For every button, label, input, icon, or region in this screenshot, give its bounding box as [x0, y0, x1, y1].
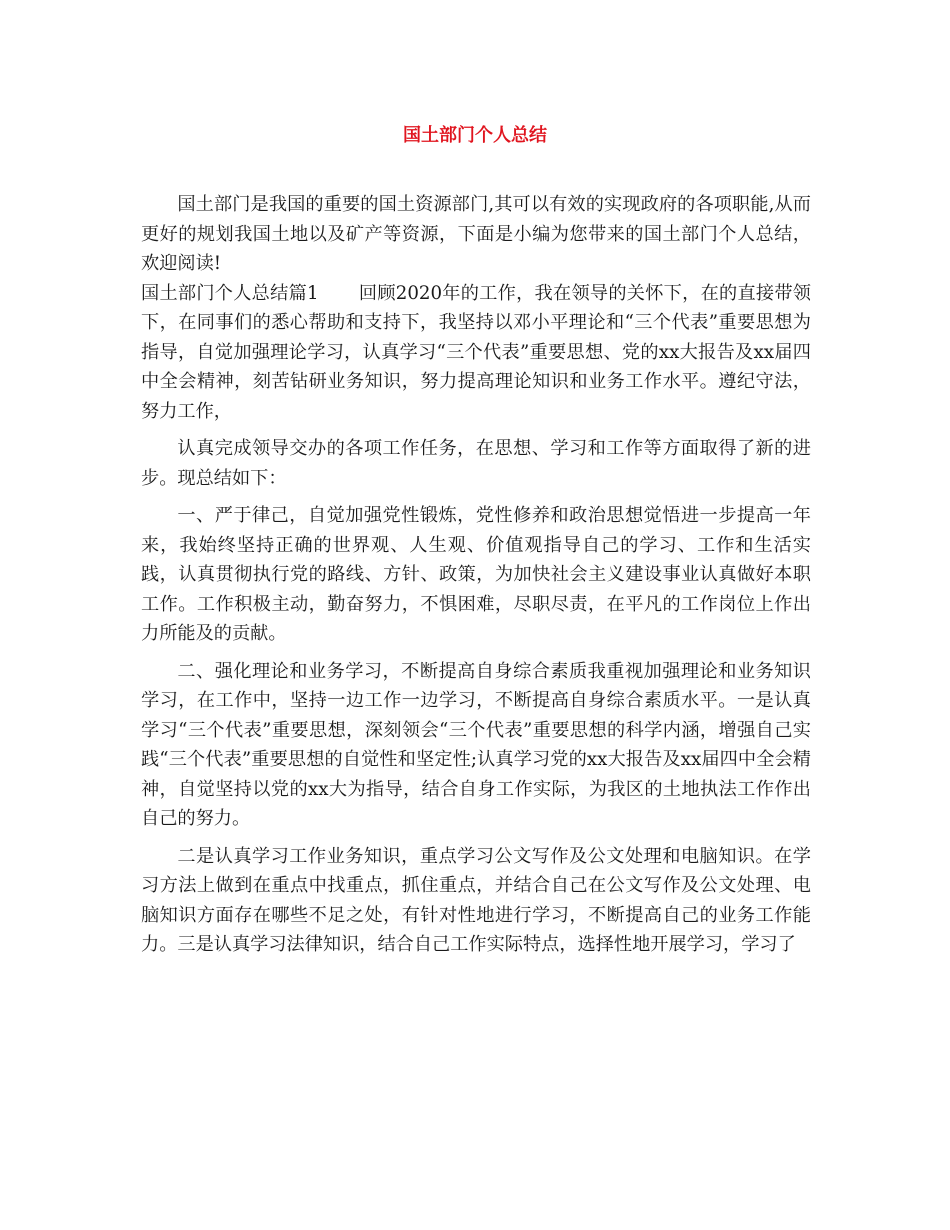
paragraph-3: 二、强化理论和业务学习，不断提高自身综合素质我重视加强理论和业务知识学习，在工作中，坚持一边工作一边学习，不断提高自身综合素质水平。一是认真学习“三个代表”重要思想，深刻领会“三个代表”重要思想的科学内涵，增强自己实践“三个代表”重要思想的自觉性和坚定性;认真学习党的xx大报告及xx届四中全会精神，自觉坚持以党的xx大为指导，结合自身工作实际，为我区的土地执法工作作出自己的努力。 [141, 660, 811, 829]
paragraph-2: 一、严于律己，自觉加强党性锻炼，党性修养和政治思想觉悟进一步提高一年来，我始终坚持正确的世界观、人生观、价值观指导自己的学习、工作和生活实践，认真贯彻执行党的路线、方针、政策，为加快社会主义建设事业认真做好本职工作。工作积极主动，勤奋努力，不惧困难，尽职尽责，在平凡的工作岗位上作出力所能及的贡献。 [141, 505, 811, 644]
paragraph-1: 认真完成领导交办的各项工作任务，在思想、学习和工作等方面取得了新的进步。现总结如下： [141, 438, 811, 489]
intro-paragraph: 国土部门是我国的重要的国土资源部门,其可以有效的实现政府的各项职能,从而更好的规划我国土地以及矿产等资源，下面是小编为您带来的国土部门个人总结，欢迎阅读! [141, 194, 811, 274]
section-heading: 国土部门个人总结篇1 [141, 282, 319, 304]
document-body [141, 190, 811, 960]
paragraph-4: 二是认真学习工作业务知识，重点学习公文写作及公文处理和电脑知识。在学习方法上做到在重点中找重点，抓住重点，并结合自己在公文写作及公文处理、电脑知识方面存在哪些不足之处，有针对性地进行学习，不断提高自己的业务工作能力。三是认真学习法律知识，结合自己工作实际特点，选择性地开展学习，学习了 [141, 845, 811, 955]
section-lead-text: 回顾2020年的工作，我在领导的关怀下，在的直接带领下，在同事们的悉心帮助和支持下，我坚持以邓小平理论和“三个代表”重要思想为指导，自觉加强理论学习，认真学习“三个代表”重要思想、党的xx大报告及xx届四中全会精神，刻苦钻研业务知识，努力提高理论知识和业务工作水平。遵纪守法，努力工作， [141, 282, 811, 422]
document-title: 国土部门个人总结 [403, 125, 547, 146]
section-paragraph [141, 279, 811, 427]
